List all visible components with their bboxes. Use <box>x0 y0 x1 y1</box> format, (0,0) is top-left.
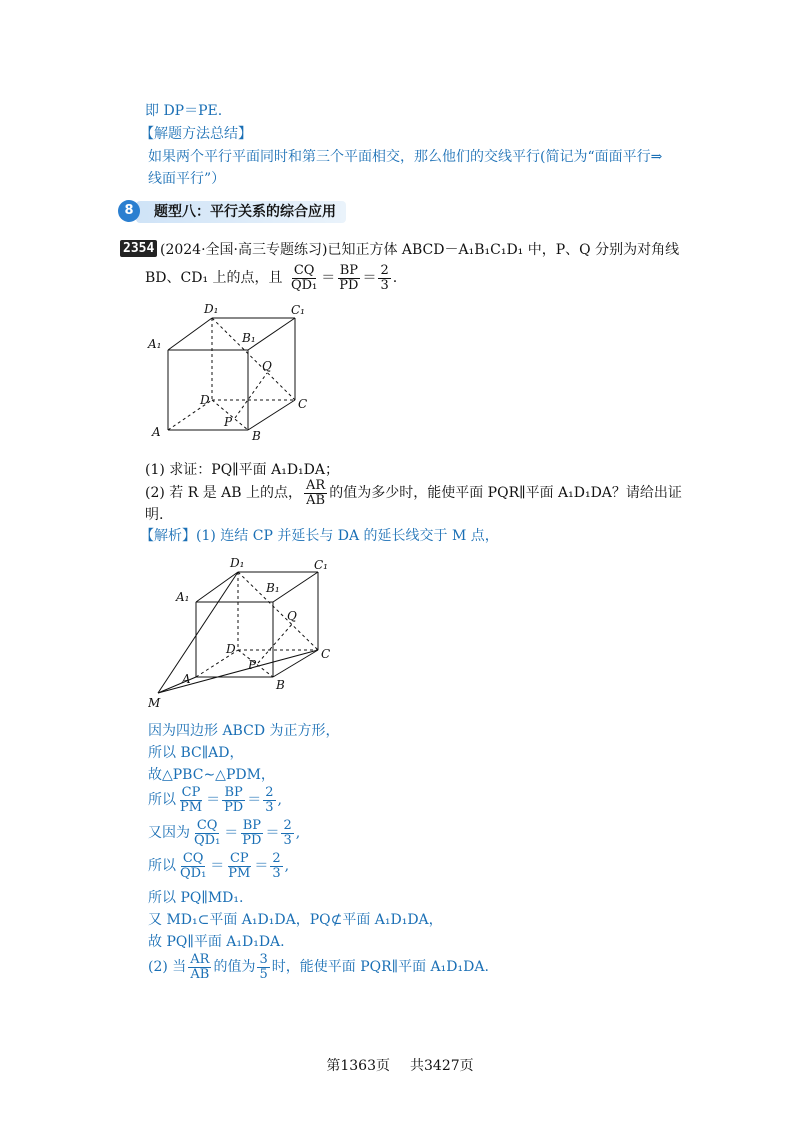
fraction-cp-pm-2: $\frac{CP}{PM}$ <box>228 850 251 881</box>
solution-step-6: 又因为 $\frac{CQ}{\text{QD₁}}$ ＝ $\frac{BP}{PD}$ ＝ $\frac{2}{3}$ , <box>148 817 301 848</box>
question-part-2-suffix: 的值为多少时，能使平面 PQR∥平面 A₁D₁DA？请给出证 <box>329 485 682 501</box>
label-c1: C₁ <box>291 303 305 317</box>
section-number-badge: 8 <box>118 200 140 222</box>
fraction-two-thirds-2: $\frac{2}{3}$ <box>265 784 274 815</box>
label2-d1: D₁ <box>230 556 245 570</box>
question-line-2: BD、CD₁ 上的点，且 $\frac{CQ}{\text{QD₁}}$ ＝ $\frac{BP}{PD}$ ＝ $\frac{2}{3}$ . <box>145 262 398 293</box>
label-d1: D₁ <box>204 302 219 316</box>
question-number: 2354 <box>120 240 157 257</box>
fraction-cq-qd1-2: $\frac{CQ}{\text{QD₁}}$ <box>194 817 221 848</box>
solution-line-1 <box>140 527 499 545</box>
question-part-2 <box>145 478 682 508</box>
solution-step-10: 故 PQ∥平面 A₁D₁DA. <box>148 934 285 950</box>
solution-step-4: 故△PBC∼△PDM， <box>148 767 275 783</box>
fraction-bp-pd-2: $\frac{BP}{PD}$ <box>224 784 244 815</box>
fraction-cq-qd1-3: $\frac{CQ}{\text{QD₁}}$ <box>180 850 207 881</box>
solution-step-8: 所以 PQ∥MD₁. <box>148 890 244 906</box>
solution-step-7: 所以 $\frac{CQ}{\text{QD₁}}$ ＝ $\frac{CP}{PM}$ ＝ $\frac{2}{3}$ , <box>148 850 290 881</box>
label-a: A <box>152 425 161 439</box>
label2-d: D <box>226 642 236 656</box>
label-q: Q <box>262 359 272 373</box>
fraction-cq-qd1: $\frac{CQ}{\text{QD₁}}$ <box>290 262 318 293</box>
solution-step-3: 所以 BC∥AD， <box>148 745 244 761</box>
fraction-ar-ab-2: $\frac{AR}{AB}$ <box>190 951 210 982</box>
label-b1: B₁ <box>242 331 256 345</box>
fraction-ar-ab: $\frac{AR}{AB}$ <box>306 477 326 508</box>
label2-a: A <box>182 672 191 686</box>
fraction-two-thirds-4: $\frac{2}{3}$ <box>272 850 281 881</box>
solution-label: 【解析】 <box>140 528 196 544</box>
solution-step-11: (2) 当 $\frac{AR}{AB}$ 的值为 $\frac{3}{5}$ 时，能使平面 PQR∥平面 A₁D₁DA. <box>148 951 489 982</box>
solution-step-5: 所以 $\frac{CP}{PM}$ ＝ $\frac{BP}{PD}$ ＝ $\frac{2}{3}$ , <box>148 784 282 815</box>
question-part-2-line-2: 明. <box>145 507 164 523</box>
label-d: D <box>200 393 210 407</box>
label2-p: P <box>248 658 257 672</box>
method-summary-title: 【解题方法总结】 <box>140 126 252 142</box>
solution-step-1: (1) 连结 CP 并延长与 DA 的延长线交于 M 点， <box>196 528 499 544</box>
label-c: C <box>298 397 308 411</box>
method-summary-text-1: 如果两个平行平面同时和第三个平面相交，那么他们的交线平行(简记为“面面平行⇒ <box>148 149 663 165</box>
fraction-three-fifths: $\frac{3}{5}$ <box>259 951 268 982</box>
solution-step-2: 因为四边形 ABCD 为正方形， <box>148 723 340 739</box>
cube-figure-2 <box>148 555 348 710</box>
section-heading: 题型八：平行关系的综合应用 <box>136 201 346 223</box>
question-line-1: (2024·全国·高三专题练习)已知正方体 ABCD－A₁B₁C₁D₁ 中，P、Q 分别为对角线 <box>160 242 680 258</box>
label-p: P <box>224 415 233 429</box>
label2-c: C <box>321 647 331 661</box>
label-a1: A₁ <box>148 337 162 351</box>
label2-b1: B₁ <box>266 581 280 595</box>
page-footer <box>0 1055 800 1075</box>
fraction-cp-pm: $\frac{CP}{PM}$ <box>180 784 203 815</box>
fraction-bp-pd-3: $\frac{BP}{PD}$ <box>242 817 262 848</box>
label2-m: M <box>148 696 161 710</box>
fraction-bp-pd: $\frac{BP}{PD}$ <box>339 262 359 293</box>
solution-step-9: 又 MD₁⊂平面 A₁D₁DA，PQ⊄平面 A₁D₁DA， <box>148 912 443 928</box>
fraction-two-thirds: $\frac{2}{3}$ <box>380 262 389 293</box>
label2-q: Q <box>287 609 297 623</box>
cube-figure-1 <box>140 300 320 450</box>
question-part-2-prefix: (2) 若 R 是 AB 上的点， <box>145 485 303 501</box>
label-b: B <box>252 429 261 443</box>
question-line-2-text: BD、CD₁ 上的点，且 <box>145 270 283 286</box>
method-summary-text-2: 线面平行”） <box>148 171 226 187</box>
question-part-1: (1) 求证：PQ∥平面 A₁D₁DA； <box>145 462 339 478</box>
text-dp-pe: 即 DP＝PE. <box>145 103 223 119</box>
page-total: 共3427页 <box>410 1058 474 1074</box>
label2-a1: A₁ <box>176 590 190 604</box>
fraction-two-thirds-3: $\frac{2}{3}$ <box>283 817 292 848</box>
label2-b: B <box>276 678 285 692</box>
label2-c1: C₁ <box>314 558 328 572</box>
page-number: 第1363页 <box>326 1058 390 1074</box>
